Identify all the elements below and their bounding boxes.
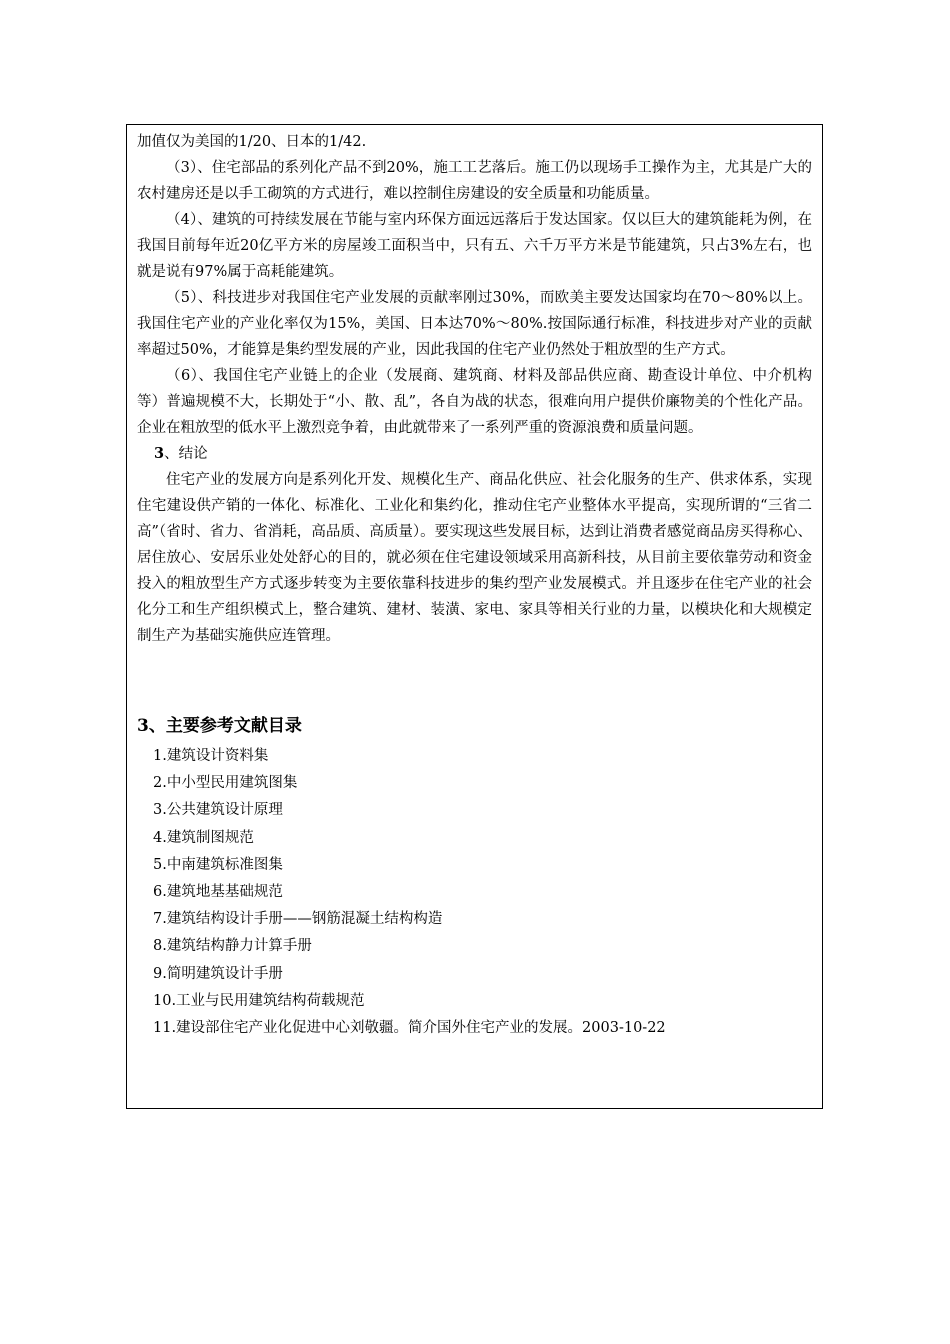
reference-item: 3.公共建筑设计原理 bbox=[153, 802, 283, 819]
conclusion-heading bbox=[137, 441, 812, 467]
paragraph-point-4: （4）、建筑的可持续发展在节能与室内环保方面远远落后于发达国家。仅以巨大的建筑能耗为例，在我国目前每年近20亿平方米的房屋竣工面积当中，只有五、六千万平方米是节能建筑，只占3%左右，也就是说有97%属于高耗能建筑。 bbox=[137, 212, 812, 280]
conclusion-heading-number: 3 bbox=[154, 445, 165, 462]
reference-item: 1.建筑设计资料集 bbox=[153, 748, 269, 764]
references-heading: 3、主要参考文献目录 bbox=[137, 716, 302, 736]
reference-item: 10.工业与民用建筑结构荷载规范 bbox=[153, 992, 365, 1009]
reference-item: 2.中小型民用建筑图集 bbox=[153, 775, 298, 792]
reference-item: 5.中南建筑标准图集 bbox=[153, 856, 283, 873]
reference-item: 4.建筑制图规范 bbox=[153, 829, 254, 846]
document-frame bbox=[126, 124, 823, 1109]
paragraph-point-5: （5）、科技进步对我国住宅产业发展的贡献率刚过30%，而欧美主要发达国家均在70～80%以上。我国住宅产业的产业化率仅为15%，美国、日本达70%～80%.按国际通行标准，科技进步对产业的贡献率超过50%，才能算是集约型发展的产业，因此我国的住宅产业仍然处于粗放型的生产方式。 bbox=[137, 290, 812, 358]
reference-item: 9.简明建筑设计手册 bbox=[153, 965, 283, 982]
paragraph-continuation: 加值仅为美国的1/20、日本的1/42. bbox=[137, 134, 367, 150]
conclusion-paragraph: 住宅产业的发展方向是系列化开发、规模化生产、商品化供应、社会化服务的生产、供求体系，实现住宅建设供产销的一体化、标准化、工业化和集约化，推动住宅产业整体水平提高，实现所谓的“三省二高”（省时、省力、省消耗，高品质、高质量）。要实现这些发展目标，达到让消费者感觉商品房买得称心、居住放心、安居乐业处处舒心的目的，就必须在住宅建设领域采用高新科技，从目前主要依靠劳动和资金投入的粗放型生产方式逐步转变为主要依靠科技进步的集约型产业发展模式。并且逐步在住宅产业的社会化分工和生产组织模式上，整合建筑、建材、装潢、家电、家具等相关行业的力量，以模块化和大规模定制生产为基础实施供应连管理。 bbox=[137, 472, 812, 644]
paragraph-point-6: （6）、我国住宅产业链上的企业（发展商、建筑商、材料及部品供应商、勘查设计单位、中介机构等）普遍规模不大，长期处于“小、散、乱”，各自为战的状态，很难向用户提供价廉物美的个性化产品。企业在粗放型的低水平上激烈竞争着，由此就带来了一系列严重的资源浪费和质量问题。 bbox=[137, 368, 812, 436]
reference-item: 7.建筑结构设计手册——钢筋混凝土结构构造 bbox=[153, 911, 443, 928]
conclusion-heading-title: 、结论 bbox=[164, 446, 208, 462]
blank-space bbox=[137, 649, 812, 701]
reference-list bbox=[137, 743, 812, 1042]
paragraph-point-3: （3）、住宅部品的系列化产品不到20%，施工工艺落后。施工仍以现场手工操作为主，尤其是广大的农村建房还是以手工砌筑的方式进行，难以控制住房建设的安全质量和功能质量。 bbox=[137, 160, 812, 202]
reference-item: 6.建筑地基基础规范 bbox=[153, 884, 283, 901]
reference-item: 11.建设部住宅产业化促进中心刘敬疆。简介国外住宅产业的发展。2003-10-22 bbox=[153, 1020, 666, 1037]
reference-item: 8.建筑结构静力计算手册 bbox=[153, 938, 312, 955]
